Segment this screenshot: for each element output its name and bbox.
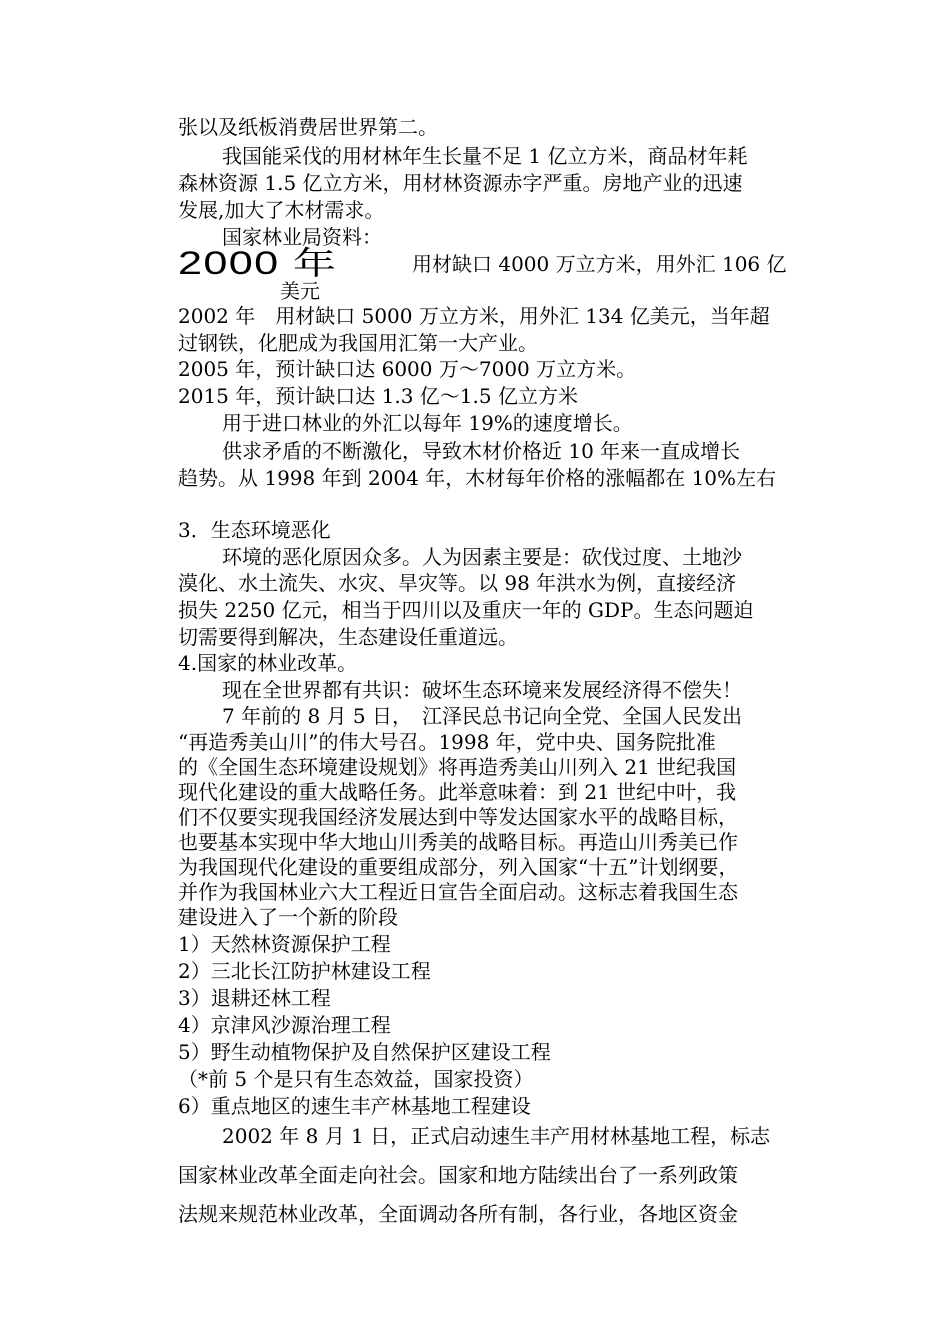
text-line: 漠化、水土流失、水灾、旱灾等。以 98 年洪水为例，直接经济: [178, 571, 737, 595]
text-line: 用材缺口 4000 万立方米，用外汇 106 亿: [412, 252, 787, 276]
text-line: 也要基本实现中华大地山川秀美的战略目标。再造山川秀美已作: [178, 830, 738, 854]
text-line: 国家林业改革全面走向社会。国家和地方陆续出台了一系列政策: [178, 1163, 738, 1187]
text-line: 用于进口林业的外汇以每年 19%的速度增长。: [222, 411, 633, 435]
text-line: 趋势。从 1998 年到 2004 年，木材每年价格的涨幅都在 10%左右: [178, 466, 777, 490]
list-item: 5）野生动植物保护及自然保护区建设工程: [178, 1040, 551, 1064]
text-line: 2002 年 用材缺口 5000 万立方米，用外汇 134 亿美元，当年超: [178, 304, 770, 328]
text-line: 的《全国生态环境建设规划》将再造秀美山川列入 21 世纪我国: [178, 755, 737, 779]
text-line: 现在全世界都有共识：破坏生态环境来发展经济得不偿失！: [222, 678, 742, 702]
text-line: 张以及纸板消费居世界第二。: [178, 115, 438, 139]
text-line: 供求矛盾的不断激化，导致木材价格近 10 年来一直成增长: [222, 439, 741, 463]
list-item: 2）三北长江防护林建设工程: [178, 959, 431, 983]
text-line: 损失 2250 亿元，相当于四川以及重庆一年的 GDP。生态问题迫: [178, 598, 754, 622]
list-item: 1）天然林资源保护工程: [178, 932, 391, 956]
text-line: 建设进入了一个新的阶段: [178, 905, 398, 929]
text-line: 发展,加大了木材需求。: [178, 198, 385, 222]
text-line: 法规来规范林业改革，全面调动各所有制，各行业，各地区资金: [178, 1202, 738, 1226]
list-item: 3）退耕还林工程: [178, 986, 331, 1010]
text-line: 2005 年，预计缺口达 6000 万～7000 万立方米。: [178, 357, 637, 381]
year-2000-label: 2000 年: [178, 245, 338, 281]
text-line: 2015 年，预计缺口达 1.3 亿～1.5 亿立方米: [178, 384, 578, 408]
text-line: 过钢铁，化肥成为我国用汇第一大产业。: [178, 331, 538, 355]
list-note: （*前 5 个是只有生态效益，国家投资）: [178, 1067, 534, 1091]
text-line: 为我国现代化建设的重要组成部分，列入国家“十五”计划纲要，: [178, 855, 739, 879]
text-line: 美元: [280, 279, 320, 303]
text-line: 现代化建设的重大战略任务。此举意味着：到 21 世纪中叶，我: [178, 780, 737, 804]
text-line: 国家林业局资料：: [222, 225, 382, 249]
list-item: 4）京津风沙源治理工程: [178, 1013, 391, 1037]
text-line: 们不仅要实现我国经济发展达到中等发达国家水平的战略目标，: [178, 805, 738, 829]
section-heading: 4.国家的林业改革。: [178, 651, 358, 675]
text-line: “再造秀美山川”的伟大号召。1998 年，党中央、国务院批准: [178, 730, 716, 754]
list-item: 6）重点地区的速生丰产林基地工程建设: [178, 1094, 531, 1118]
text-line: 切需要得到解决，生态建设任重道远。: [178, 625, 518, 649]
text-line: 2002 年 8 月 1 日，正式启动速生丰产用材林基地工程，标志: [222, 1124, 771, 1148]
text-line: 我国能采伐的用材林年生长量不足 1 亿立方米，商品材年耗: [222, 144, 748, 168]
section-heading: 3．生态环境恶化: [178, 518, 331, 542]
text-line: 并作为我国林业六大工程近日宣告全面启动。这标志着我国生态: [178, 880, 738, 904]
text-line: 7 年前的 8 月 5 日， 江泽民总书记向全党、全国人民发出: [222, 704, 742, 728]
text-line: 森林资源 1.5 亿立方米，用材林资源赤字严重。房地产业的迅速: [178, 171, 743, 195]
text-line: 环境的恶化原因众多。人为因素主要是：砍伐过度、土地沙: [222, 545, 742, 569]
